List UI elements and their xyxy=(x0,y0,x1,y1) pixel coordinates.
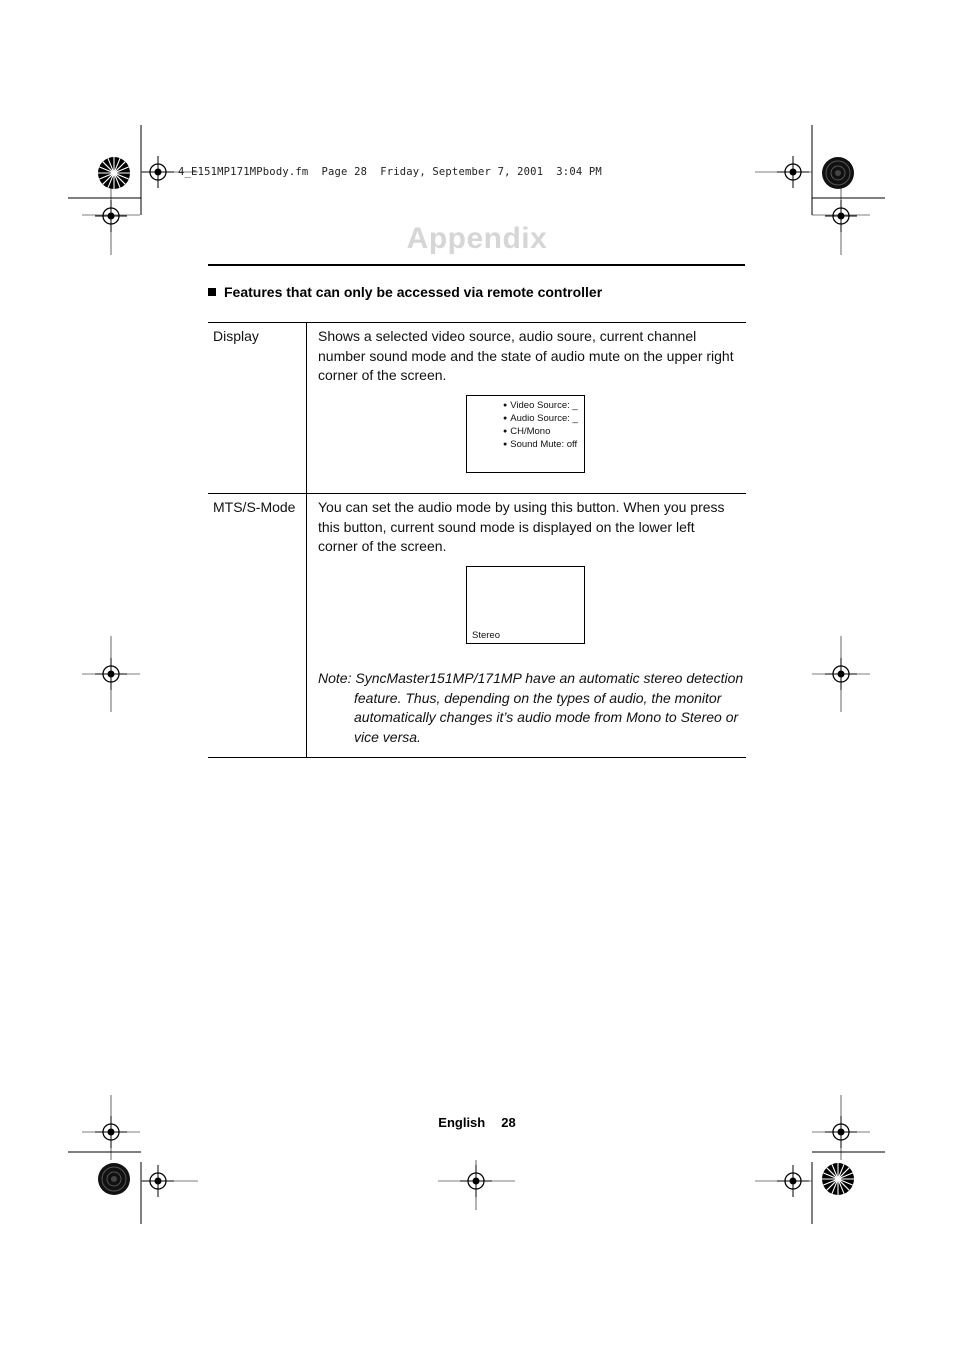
title-rule xyxy=(208,264,745,266)
table-top-rule xyxy=(208,322,746,323)
note xyxy=(318,669,748,748)
footer-language: English xyxy=(438,1115,486,1130)
print-header-time: 3:04 PM xyxy=(556,166,602,178)
note-prefix: Note: xyxy=(318,670,352,686)
osd-sound-mode: Stereo xyxy=(472,630,500,641)
osd-item: ● Sound Mute: off xyxy=(503,438,578,451)
table-row-divider xyxy=(208,493,746,494)
page-title: Appendix xyxy=(406,222,548,255)
row-text-display: Shows a selected video source, audio soure, current channel number sound mode and the state of audio mute on the upper right corner of the screen. xyxy=(318,328,734,383)
osd-item: ● Video Source: _ xyxy=(503,399,578,412)
row-label-mts: MTS/S-Mode xyxy=(213,499,296,515)
osd-info-list xyxy=(503,399,578,451)
print-header xyxy=(178,166,602,178)
section-heading-text: Features that can only be accessed via remote controller xyxy=(224,284,603,300)
note-rest: feature. Thus, depending on the types of audio, the monitor automatically changes it’s audio mode from Mono to Stereo or vice versa. xyxy=(354,689,739,746)
row-label-display: Display xyxy=(213,328,259,344)
osd-item: ● Audio Source: _ xyxy=(503,412,578,425)
osd-item: ● CH/Mono xyxy=(503,425,578,438)
section-heading xyxy=(208,284,602,300)
print-header-page: Page 28 xyxy=(321,166,368,178)
square-bullet-icon xyxy=(208,288,216,296)
print-header-date: Friday, September 7, 2001 xyxy=(380,166,544,178)
note-first-line: SyncMaster151MP/171MP have an automatic stereo detection xyxy=(355,670,744,686)
page-footer xyxy=(0,1115,954,1130)
osd-screen-display xyxy=(466,395,585,473)
print-header-file: 4_E151MP171MPbody.fm xyxy=(178,166,309,178)
table-bottom-rule xyxy=(208,757,746,758)
osd-screen-mts xyxy=(466,566,585,644)
table-column-divider xyxy=(306,322,307,758)
row-text-mts: You can set the audio mode by using this button. When you press this button, current sound mode is displayed on the lower left corner of the screen. xyxy=(318,499,725,554)
footer-page-number: 28 xyxy=(501,1115,516,1130)
